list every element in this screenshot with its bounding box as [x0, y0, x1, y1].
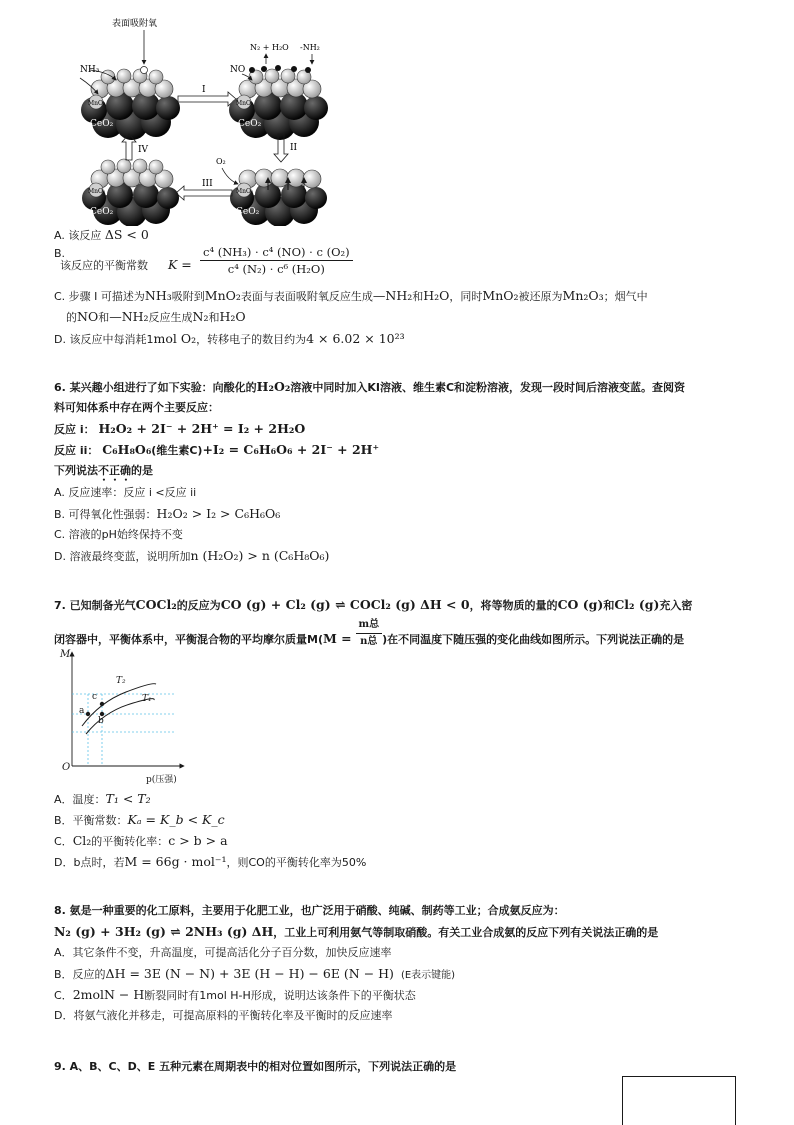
catalyst-mechanism-diagram — [50, 14, 340, 226]
label-surface-oxygen: 表面吸附氧 — [112, 19, 158, 29]
q8-option-b: B．反应的ΔH = 3E (N − N) + 3E (H − H) − 6E (N − H) (E表示键能) — [54, 966, 456, 981]
label-nh3: NH₃ — [80, 65, 100, 75]
q7-option-b: B．平衡常数：Kₐ = K_b < K_c — [54, 812, 225, 827]
q7-option-d: D．b点时，若M = 66g · mol⁻¹，则CO的平衡转化率为50% — [54, 854, 367, 869]
label-nh2: -NH₂ — [300, 43, 320, 52]
q6-reaction-i: 反应 i： H₂O₂ + 2I⁻ + 2H⁺ = I₂ + 2H₂O — [54, 421, 306, 436]
q6-option-d: D. 溶液最终变蓝，说明所加n (H₂O₂) > n (C₆H₈O₆) — [54, 548, 330, 563]
periodic-table-fragment — [622, 1076, 736, 1125]
step-III-arrow — [176, 179, 232, 200]
svg-text:II: II — [290, 143, 298, 153]
equilibrium-constant-fraction: $\frac{\text{c⁴ (NH₃) · c⁴ (NO) · c (O₂)}}{\text{c⁴ (N₂) · c⁶ (H₂O)}}$ — [200, 244, 353, 277]
q6-option-c: C. 溶液的pH始终保持不变 — [54, 528, 183, 541]
q5-option-d: D. 该反应中每消耗1mol O₂，转移电子的数目约为4 × 6.02 × 10²³ — [54, 331, 405, 346]
q6-reaction-ii: 反应 ii： C₆H₈O₆(维生素C)+I₂ = C₆H₆O₆ + 2I⁻ + 2H⁺ — [54, 442, 380, 457]
label-mno2-1: MnO₂ — [88, 100, 106, 107]
q6-option-b: B. 可得氧化性强弱：H₂O₂ > I₂ > C₆H₆O₆ — [54, 506, 281, 521]
q7-option-a: A．温度：T₁ < T₂ — [54, 791, 151, 806]
svg-text:III: III — [202, 179, 213, 189]
label-mno2-3: MnO₂ — [236, 188, 254, 195]
label-ceo2-3: CeO₂ — [236, 207, 260, 217]
q7-graph: M O p(压强) T₂ T₁ a b c — [60, 649, 177, 785]
q5-option-c-line1: C. 步骤 I 可描述为NH₃吸附到MnO₂表面与表面吸附氧反应生成—NH₂和H₂O，同时MnO₂被还原为Mn₂O₃；烟气中 — [54, 288, 648, 303]
q7-stem-line2: 闭容器中，平衡体系中，平衡混合物的平均摩尔质量M(M = $\frac{\text{m总}}{\text{n总}}$ )在不同温度下随压强的变化曲线如图所示。下列说法正确的是 — [54, 617, 684, 647]
label-o2: O₂ — [216, 157, 226, 166]
label-mno2-2: MnO₂ — [236, 100, 254, 107]
point-c — [100, 702, 104, 706]
point-a — [86, 712, 90, 716]
svg-text:I: I — [202, 85, 206, 95]
label-n2-h2o: N₂ + H₂O — [250, 43, 289, 52]
q7-option-c: C．Cl₂的平衡转化率：c > b > a — [54, 833, 228, 848]
molar-mass-fraction: $\frac{\text{m总}}{\text{n总}}$ — [356, 617, 383, 650]
q8-option-a: A．其它条件不变，升高温度，可提高活化分子百分数，加快反应速率 — [54, 946, 392, 959]
q6-option-a: A. 反应速率：反应 i <反应 ii — [54, 486, 197, 499]
q8-option-c: C．2molN − H断裂同时有1mol H-H形成，说明达该条件下的平衡状态 — [54, 987, 416, 1002]
q9-stem: 9. A、B、C、D、E 五种元素在周期表中的相对位置如图所示，下列说法正确的是 — [54, 1060, 457, 1073]
label-ceo2-4: CeO₂ — [90, 207, 114, 217]
q5-option-a: A. 该反应 ΔS < 0 — [54, 227, 149, 242]
label-no: NO — [230, 65, 246, 75]
label-ceo2-2: CeO₂ — [238, 119, 262, 129]
q6-stem-line2: 料可知体系中存在两个主要反应： — [54, 401, 219, 414]
label-mno2-4: MnO₂ — [88, 188, 106, 195]
q7-stem-line1: 7. 已知制备光气COCl₂的反应为CO (g) + Cl₂ (g) ⇌ COCl₂ (g) ΔH < 0，将等物质的量的CO (g)和Cl₂ (g)充入密 — [54, 597, 693, 612]
q8-stem-line2: N₂ (g) + 3H₂ (g) ⇌ 2NH₃ (g) ΔH，工业上可利用氨气等制取硝酸。有关工业合成氨的反应下列有关说法正确的是 — [54, 924, 659, 939]
q6-question: 下列说法不正确的是 — [54, 464, 153, 477]
q8-stem-line1: 8. 氨是一种重要的化工原料，主要用于化肥工业，也广泛用于硝酸、纯碱、制药等工业；合成氨反应为： — [54, 904, 565, 917]
q5-option-c-line2: 的NO和—NH₂反应生成N₂和H₂O — [66, 309, 246, 324]
label-ceo2-1: CeO₂ — [90, 119, 114, 129]
svg-text:IV: IV — [138, 145, 149, 155]
catalyst-cluster-3 — [230, 169, 327, 226]
step-I-arrow — [178, 85, 236, 106]
curve-t2 — [82, 684, 156, 726]
q6-stem-line1: 6. 某兴趣小组进行了如下实验：向酸化的H₂O₂溶液中同时加入KI溶液、维生素C和淀粉溶液，发现一段时间后溶液变蓝。查阅资 — [54, 379, 686, 394]
q8-option-d: D．将氨气液化并移走，可提高原料的平衡转化率及平衡时的反应速率 — [54, 1009, 393, 1022]
